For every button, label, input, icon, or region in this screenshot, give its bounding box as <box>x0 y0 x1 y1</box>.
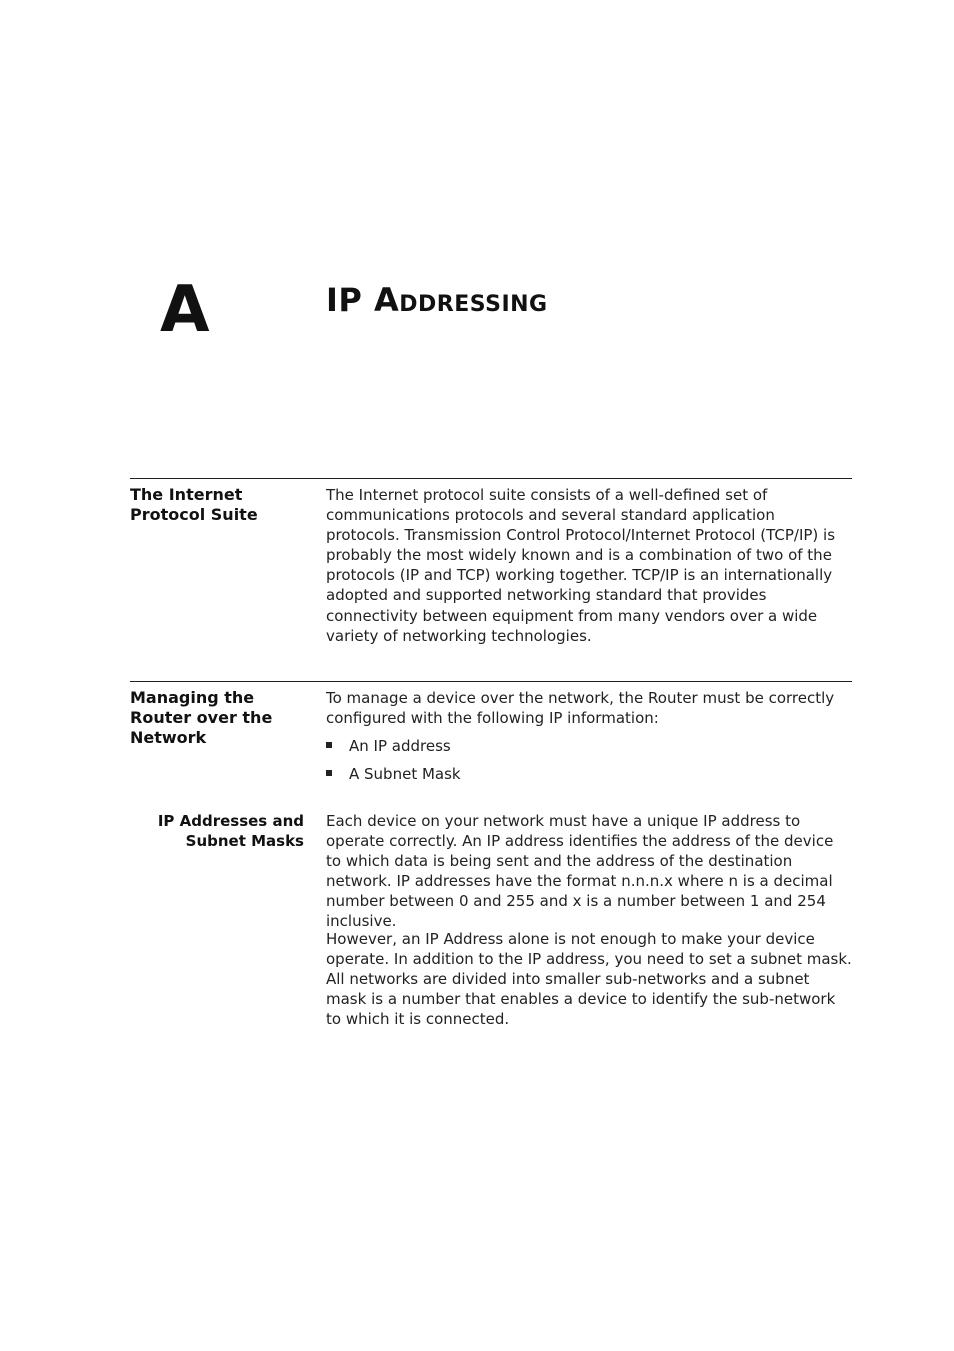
section-body-managing-router: To manage a device over the network, the Router must be correctly configured with the following IP information: <box>326 689 835 728</box>
chapter-title: IP Addressing <box>326 281 548 319</box>
list-item-label: A Subnet Mask <box>349 765 461 783</box>
section-heading-managing-router <box>130 688 310 748</box>
heading-line: IP Addresses and <box>157 812 304 830</box>
heading-line: Managing the <box>130 688 255 707</box>
heading-line: Protocol Suite <box>130 505 258 524</box>
chapter-letter: A <box>160 273 210 347</box>
heading-line: The Internet <box>130 485 243 504</box>
heading-line: Router over the <box>130 708 273 727</box>
bullet-square-icon <box>326 742 332 748</box>
heading-line: Subnet Masks <box>185 832 304 850</box>
section-divider <box>130 478 852 479</box>
subsection-heading-ip-addresses <box>130 811 304 851</box>
bullet-square-icon <box>326 770 332 776</box>
list-item <box>326 736 451 756</box>
section-body-internet-protocol-suite: The Internet protocol suite consists of a well-defined set of communications protocols and several standard application protocols. Transmission Control Protocol/Internet Protocol (TCP/IP) is probably the most widely known and is a combination of two of the protocols (IP and TCP) working together. TCP/IP is an internationally adopted and supported networking standard that provides connectivity between equipment from many vendors over a wide variety of networking technologies. <box>326 486 836 645</box>
subsection-paragraph: Each device on your network must have a unique IP address to operate correctly. An IP address identifies the address of the device to which data is being sent and the address of the destination network. IP addresses have the format n.n.n.x where n is a decimal number between 0 and 255 and x is a number between 1 and 254 inclusive. <box>326 812 834 931</box>
list-item <box>326 764 461 784</box>
subsection-paragraph: However, an IP Address alone is not enough to make your device operate. In addition to the IP address, you need to set a subnet mask. All networks are divided into smaller sub-networks and a subnet mask is a number that enables a device to identify the sub-network to which it is connected. <box>326 930 852 1029</box>
section-divider <box>130 681 852 682</box>
heading-line: Network <box>130 728 207 747</box>
section-heading-internet-protocol-suite <box>130 485 310 525</box>
list-item-label: An IP address <box>349 737 451 755</box>
